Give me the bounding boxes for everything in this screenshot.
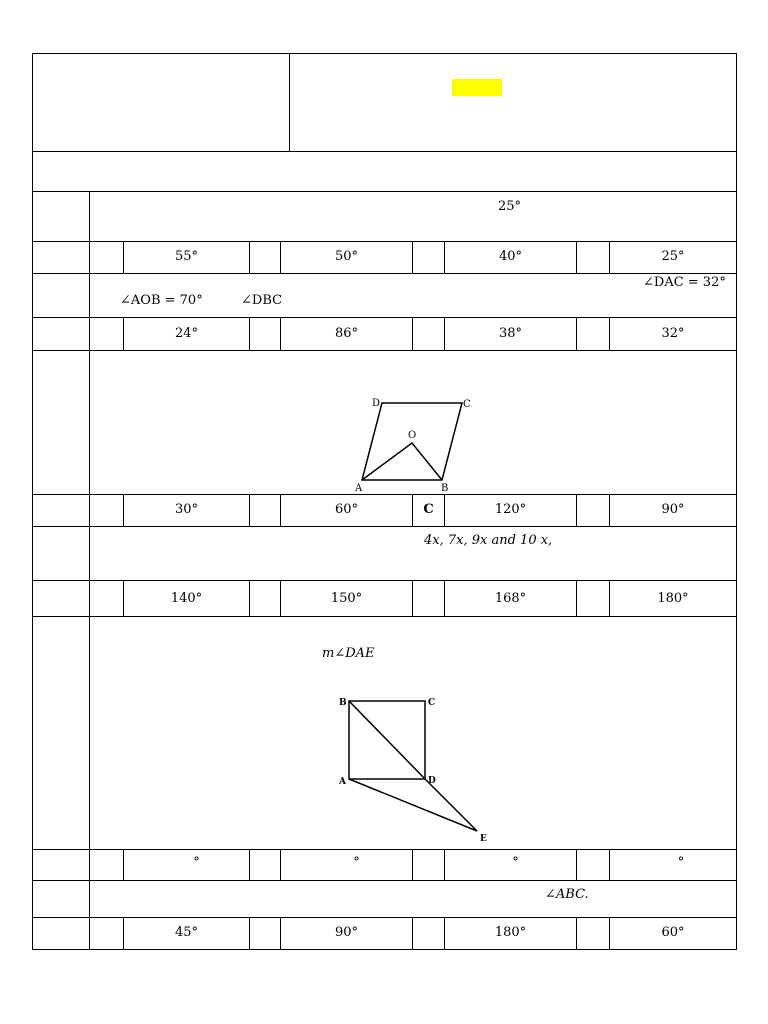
q6-number-cell xyxy=(32,880,90,918)
q4-opt-c-label xyxy=(412,580,445,617)
header-right-cell xyxy=(289,53,737,152)
header-left-cell xyxy=(32,53,290,152)
q6-opt-d-label xyxy=(576,917,610,950)
q1-opt-c-label xyxy=(412,241,445,274)
q6-opt-a-value: 45° xyxy=(174,925,199,940)
parallelogram-figure xyxy=(342,393,482,493)
instruction-row xyxy=(32,151,737,192)
q5-opt-a-value: ° xyxy=(193,855,200,870)
q4-opt-a-label xyxy=(89,580,124,617)
q1-opt-b-label xyxy=(249,241,281,274)
q2-opt-d-label xyxy=(576,317,610,351)
q4-opt-b-value: 150° xyxy=(330,591,363,606)
q1-opt-d-label xyxy=(576,241,610,274)
q3-opt-d-value: 90° xyxy=(661,502,685,517)
q6-opt-b-value: 90° xyxy=(334,925,359,940)
fig1-label-a: A xyxy=(355,483,363,493)
q1-math: 25° xyxy=(498,199,522,214)
q3-opt-c-value: 120° xyxy=(494,502,527,517)
q3-opt-d-label xyxy=(576,494,610,527)
q3-opt-row-num xyxy=(32,494,90,527)
q4-number-cell xyxy=(32,526,90,581)
q2-math-dac: ∠DAC = 32° xyxy=(643,275,726,290)
q4-opt-d-label xyxy=(576,580,610,617)
q1-opt-d-value: 25° xyxy=(661,249,685,264)
q4-opt-b-label xyxy=(249,580,281,617)
q3-opt-a-value: 30° xyxy=(174,502,199,517)
q2-opt-b-value: 86° xyxy=(334,326,359,341)
q5-opt-d-value: ° xyxy=(677,855,685,870)
fig1-label-o: O xyxy=(408,430,417,441)
triangle-ade xyxy=(349,779,477,831)
q6-question-cell xyxy=(89,880,737,918)
q3-opt-a-label xyxy=(89,494,124,527)
q4-opt-c-value: 168° xyxy=(494,591,527,606)
q6-opt-a-label xyxy=(89,917,124,950)
fig2-label-d: D xyxy=(428,776,436,786)
q5-opt-b-value: ° xyxy=(353,855,360,870)
q4-opt-d-value: 180° xyxy=(657,591,689,606)
q4-opt-a-value: 140° xyxy=(170,591,203,606)
q6-opt-row-num xyxy=(32,917,90,950)
q2-opt-a-value: 24° xyxy=(174,326,199,341)
triangle-aob xyxy=(362,443,442,480)
q3-opt-b-value: 60° xyxy=(334,502,359,517)
q3-opt-c-letter: C xyxy=(423,502,434,517)
q1-question-cell xyxy=(89,191,737,242)
q1-opt-a-label xyxy=(89,241,124,274)
q2-opt-c-value: 38° xyxy=(498,326,523,341)
q6-opt-d-value: 60° xyxy=(661,925,685,940)
fig1-label-b: B xyxy=(441,483,449,493)
q3-number-cell xyxy=(32,350,90,495)
q1-opt-a-value: 55° xyxy=(174,249,199,264)
q2-opt-c-label xyxy=(412,317,445,351)
q2-opt-row-num xyxy=(32,317,90,351)
q5-number-cell xyxy=(32,616,90,850)
fig1-label-d: D xyxy=(372,398,381,409)
q4-math: 4x, 7x, 9x and 10 x, xyxy=(424,533,553,548)
q5-opt-a-label xyxy=(89,849,124,881)
highlight-mark xyxy=(452,79,502,96)
fig2-label-e: E xyxy=(480,834,487,844)
q2-opt-b-label xyxy=(249,317,281,351)
q2-opt-a-label xyxy=(89,317,124,351)
q1-opt-b-value: 50° xyxy=(334,249,359,264)
q4-question-cell xyxy=(89,526,737,581)
fig2-label-b: B xyxy=(339,698,347,708)
q6-math: ∠ABC. xyxy=(545,887,589,902)
q1-number-cell xyxy=(32,191,90,242)
q5-opt-row-num xyxy=(32,849,90,881)
q2-opt-d-value: 32° xyxy=(661,326,685,341)
q5-math: m∠DAE xyxy=(322,646,375,661)
fig2-label-a: A xyxy=(339,777,346,787)
q2-math-dbc: ∠DBC xyxy=(241,293,283,308)
q1-opt-row-num xyxy=(32,241,90,274)
diagonal-bd xyxy=(349,701,425,779)
q1-opt-c-value: 40° xyxy=(498,249,523,264)
fig2-label-c: C xyxy=(428,698,436,708)
fig1-label-c: C xyxy=(463,399,471,410)
q4-opt-row-num xyxy=(32,580,90,617)
q6-opt-b-label xyxy=(249,917,281,950)
q3-opt-b-label xyxy=(249,494,281,527)
q5-opt-c-value: ° xyxy=(512,855,519,870)
q6-opt-c-label xyxy=(412,917,445,950)
q2-number-cell xyxy=(32,273,90,318)
square-figure xyxy=(332,693,502,848)
q2-math-aob: ∠AOB = 70° xyxy=(120,293,203,308)
q6-opt-c-value: 180° xyxy=(494,925,527,940)
